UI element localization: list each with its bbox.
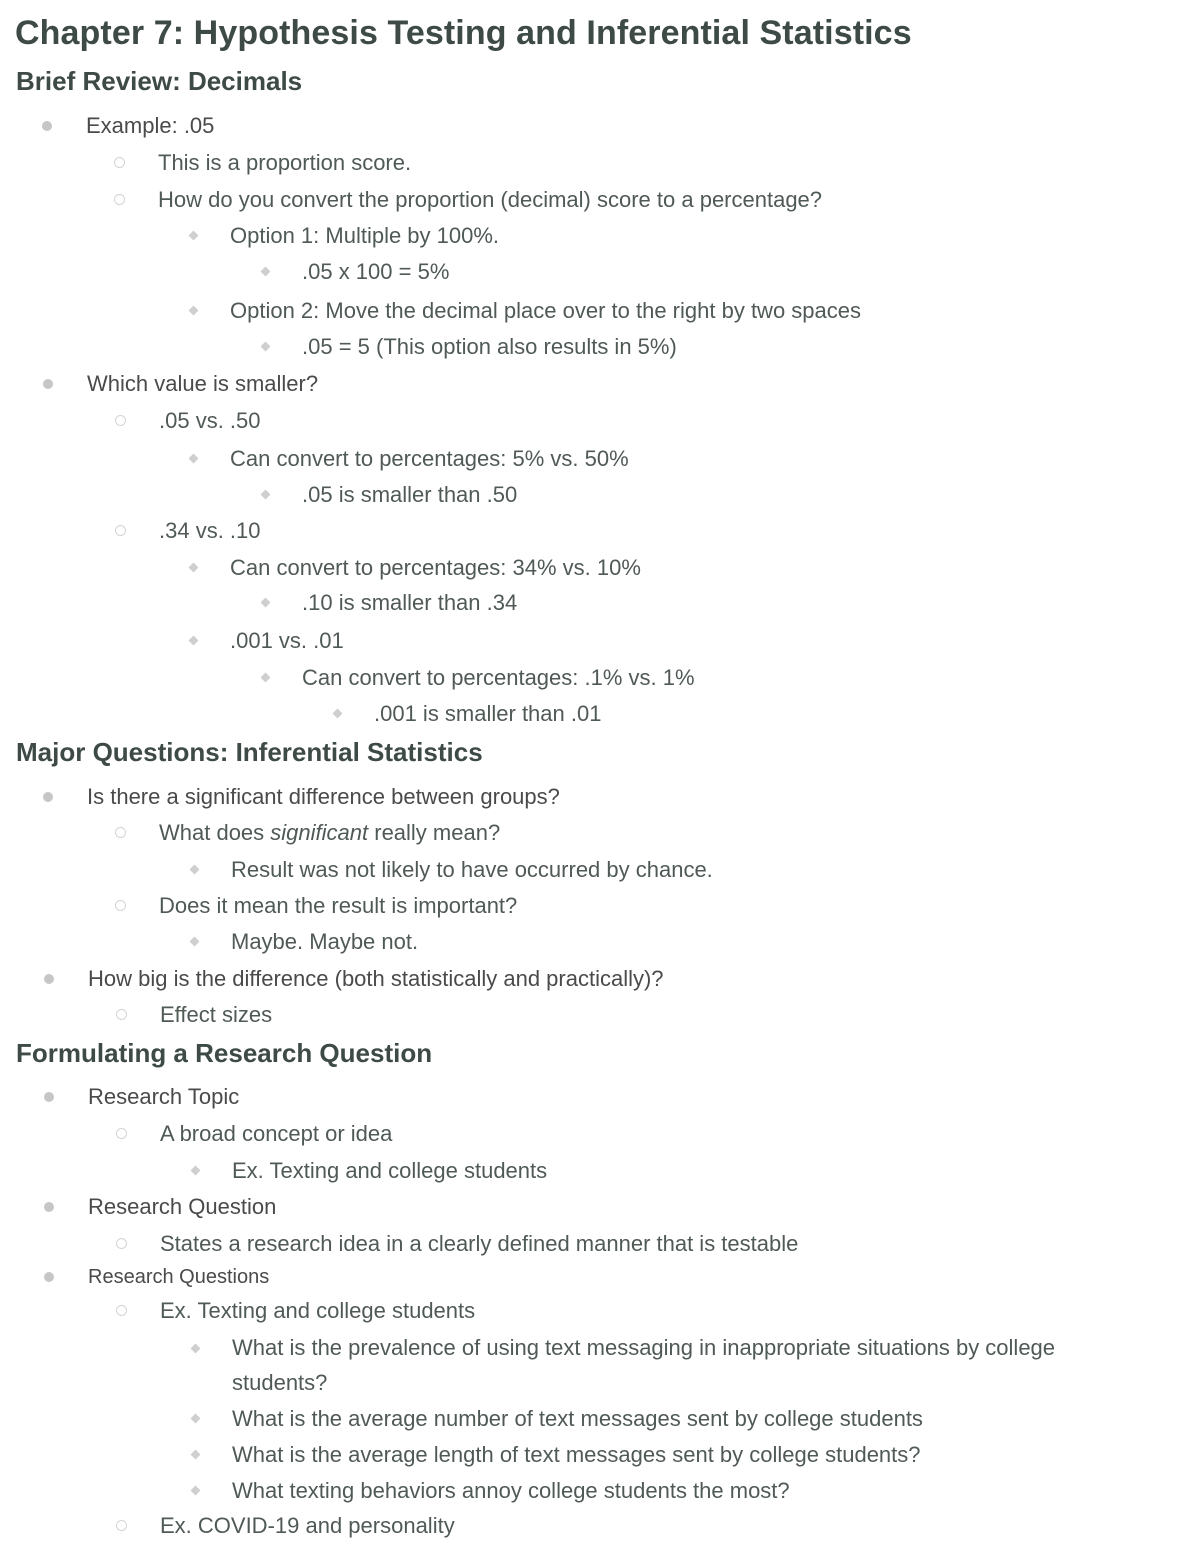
page-title: Chapter 7: Hypothesis Testing and Inferential Statistics [15, 14, 912, 52]
bullet-circle-icon [116, 1128, 127, 1139]
bullet-diamond-icon [191, 1486, 201, 1496]
section-heading-major-questions: Major Questions: Inferential Statistics [16, 737, 483, 767]
list-item: Ex. Texting and college students [232, 1158, 547, 1184]
bullet-dot-icon [43, 379, 53, 389]
bullet-diamond-icon [190, 937, 200, 947]
bullet-circle-icon [116, 1520, 127, 1531]
list-item: .001 is smaller than .01 [374, 701, 601, 727]
bullet-diamond-icon [261, 673, 271, 683]
bullet-circle-icon [115, 415, 126, 426]
list-item: Research Questions [88, 1264, 269, 1290]
bullet-dot-icon [43, 792, 53, 802]
bullet-dot-icon [44, 974, 54, 984]
list-item: Can convert to percentages: .1% vs. 1% [302, 665, 695, 691]
significant-question: What does significant really mean? [159, 820, 501, 845]
list-item: What is the prevalence of using text messaging in inappropriate situations by college students? [232, 1330, 1112, 1400]
bullet-diamond-icon [189, 563, 199, 573]
list-item: Option 2: Move the decimal place over to the right by two spaces [230, 298, 861, 324]
list-item: Research Question [88, 1194, 276, 1220]
bullet-circle-icon [115, 900, 126, 911]
section-heading-decimals: Brief Review: Decimals [16, 66, 303, 96]
list-item: Maybe. Maybe not. [231, 929, 418, 955]
bullet-diamond-icon [191, 1344, 201, 1354]
bullet-diamond-icon [189, 454, 199, 464]
section-heading-research-question: Formulating a Research Question [16, 1038, 433, 1068]
list-item: Can convert to percentages: 34% vs. 10% [230, 555, 641, 581]
list-item: A broad concept or idea [160, 1121, 392, 1147]
list-item: Effect sizes [160, 1002, 272, 1028]
list-item: .05 = 5 (This option also results in 5%) [302, 334, 677, 360]
bullet-circle-icon [115, 827, 126, 838]
emphasis-significant: significant [270, 820, 369, 845]
list-item: .05 is smaller than .50 [302, 482, 517, 508]
bullet-diamond-icon [261, 342, 271, 352]
list-item: .05 x 100 = 5% [302, 259, 449, 285]
bullet-diamond-icon [191, 1414, 201, 1424]
list-item: Option 1: Multiple by 100%. [230, 223, 499, 249]
list-item: What is the average number of text messages sent by college students [232, 1406, 923, 1432]
bullet-diamond-icon [189, 636, 199, 646]
bullet-diamond-icon [189, 231, 199, 241]
bullet-circle-icon [114, 157, 125, 168]
list-item: How do you convert the proportion (decimal) score to a percentage? [158, 187, 822, 213]
list-item: Which value is smaller? [87, 371, 318, 397]
list-item: Does it mean the result is important? [159, 893, 517, 919]
list-item: .34 vs. .10 [159, 518, 261, 544]
list-item: .05 vs. .50 [159, 408, 261, 434]
bullet-circle-icon [114, 194, 125, 205]
list-item: Research Topic [88, 1084, 239, 1110]
list-item: .001 vs. .01 [230, 628, 344, 654]
bullet-dot-icon [44, 1092, 54, 1102]
bullet-diamond-icon [261, 598, 271, 608]
bullet-circle-icon [115, 525, 126, 536]
list-item: States a research idea in a clearly defined manner that is testable [160, 1231, 798, 1257]
bullet-dot-icon [44, 1202, 54, 1212]
list-item [159, 820, 500, 846]
bullet-diamond-icon [191, 1166, 201, 1176]
list-item: Example: .05 [86, 113, 214, 139]
list-item: Is there a significant difference between groups? [87, 784, 560, 810]
list-item: How big is the difference (both statistically and practically)? [88, 966, 664, 992]
list-item: .10 is smaller than .34 [302, 590, 517, 616]
bullet-circle-icon [116, 1238, 127, 1249]
list-item: What texting behaviors annoy college students the most? [232, 1478, 790, 1504]
bullet-diamond-icon [333, 709, 343, 719]
bullet-dot-icon [42, 121, 52, 131]
bullet-dot-icon [44, 1272, 54, 1282]
bullet-diamond-icon [189, 306, 199, 316]
bullet-diamond-icon [191, 1450, 201, 1460]
list-item: This is a proportion score. [158, 150, 411, 176]
bullet-diamond-icon [261, 267, 271, 277]
list-item: Can convert to percentages: 5% vs. 50% [230, 446, 629, 472]
list-item: Result was not likely to have occurred by chance. [231, 857, 713, 883]
bullet-circle-icon [116, 1009, 127, 1020]
bullet-circle-icon [116, 1305, 127, 1316]
list-item: What is the average length of text messages sent by college students? [232, 1442, 921, 1468]
bullet-diamond-icon [261, 490, 271, 500]
list-item: Ex. COVID-19 and personality [160, 1513, 455, 1539]
bullet-diamond-icon [190, 865, 200, 875]
list-item: Ex. Texting and college students [160, 1298, 475, 1324]
